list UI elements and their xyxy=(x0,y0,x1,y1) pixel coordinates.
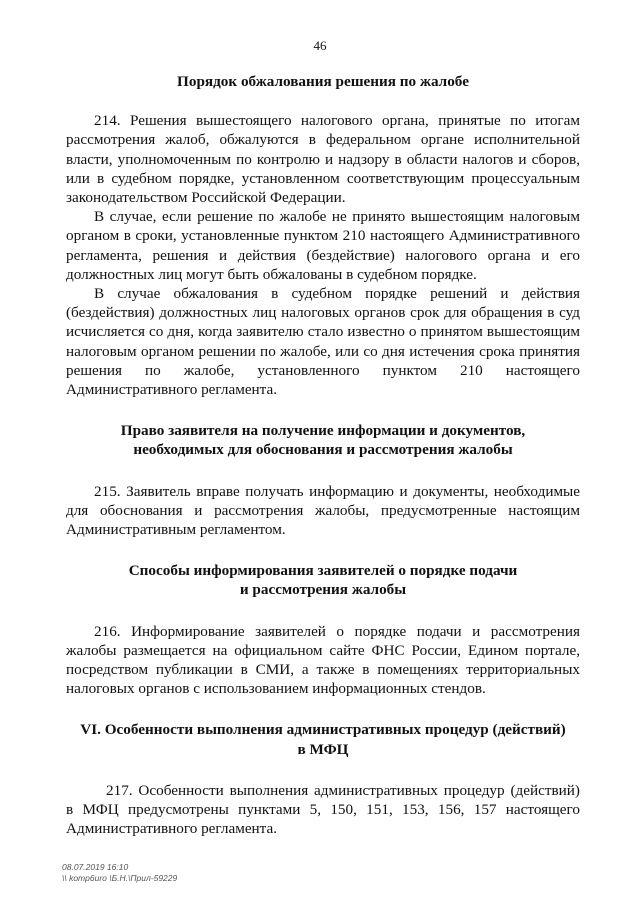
heading-information-rights-line1: Право заявителя на получение информации и документов, xyxy=(120,422,526,440)
heading-informing-methods xyxy=(66,561,580,599)
document-body xyxy=(66,72,580,839)
page-number: 46 xyxy=(313,38,327,53)
paragraph-217: 217. Особенности выполнения административных процедур (действий) в МФЦ предусмотрены пунктами 5, 150, 151, 153, 156, 157 настоящего Административного регламента. xyxy=(66,781,580,838)
heading-informing-methods-line1: Способы информирования заявителей о порядке подачи xyxy=(128,562,518,580)
paragraph-216: 216. Информирование заявителей о порядке подачи и рассмотрения жалобы размещается на официальном сайте ФНС России, Едином портале, посредством публикации в СМИ, а также в помещениях территориальных налоговых органов с использованием информационных стендов. xyxy=(66,622,580,698)
heading-information-rights xyxy=(66,421,580,459)
footer-stamp xyxy=(62,862,177,884)
paragraph-214: 214. Решения вышестоящего налогового органа, принятые по итогам рассмотрения жалоб, обжалуются в федеральном органе исполнительной власти, уполномоченным по контролю и надзору в области налогов и сборов, или в судебном порядке, установленном соответствующим процессуальным законодательством Российской Федерации. xyxy=(66,112,580,207)
heading-section-vi-line2: в МФЦ xyxy=(297,740,349,758)
footer-timestamp: 08.07.2019 16:10 xyxy=(62,862,129,872)
paragraph-214-3: В случае обжалования в судебном порядке решений и действия (бездействия) должностных лиц налоговых органов срок для обращения в суд исчисляется со дня, когда заявителю стало известно о принятом вышестоящим налоговым органом решении по жалобе, или со дня истечения срока принятия решения по жалобе, установленного пунктом 210 настоящего Административного регламента. xyxy=(66,285,580,399)
heading-section-vi-line1: VI. Особенности выполнения административных процедур (действий) xyxy=(80,721,566,739)
paragraph-215: 215. Заявитель вправе получать информацию и документы, необходимые для обоснования и рассмотрения жалобы, предусмотренные настоящим Административным регламентом. xyxy=(66,482,580,539)
footer-file-path: \\ komp6uro \Б.Н.\Прил-59229 xyxy=(62,873,178,883)
heading-appeal-procedure: Порядок обжалования решения по жалобе xyxy=(177,73,469,90)
heading-section-vi xyxy=(66,720,580,758)
heading-informing-methods-line2: и рассмотрения жалобы xyxy=(239,581,407,599)
paragraph-214-2: В случае, если решение по жалобе не принято вышестоящим налоговым органом в сроки, установленные пунктом 210 настоящего Административного регламента, решения и действия (бездействие) налогового органа и его должностных лиц могут быть обжалованы в судебном порядке. xyxy=(66,208,580,283)
heading-information-rights-line2: необходимых для обоснования и рассмотрения жалобы xyxy=(133,441,513,459)
